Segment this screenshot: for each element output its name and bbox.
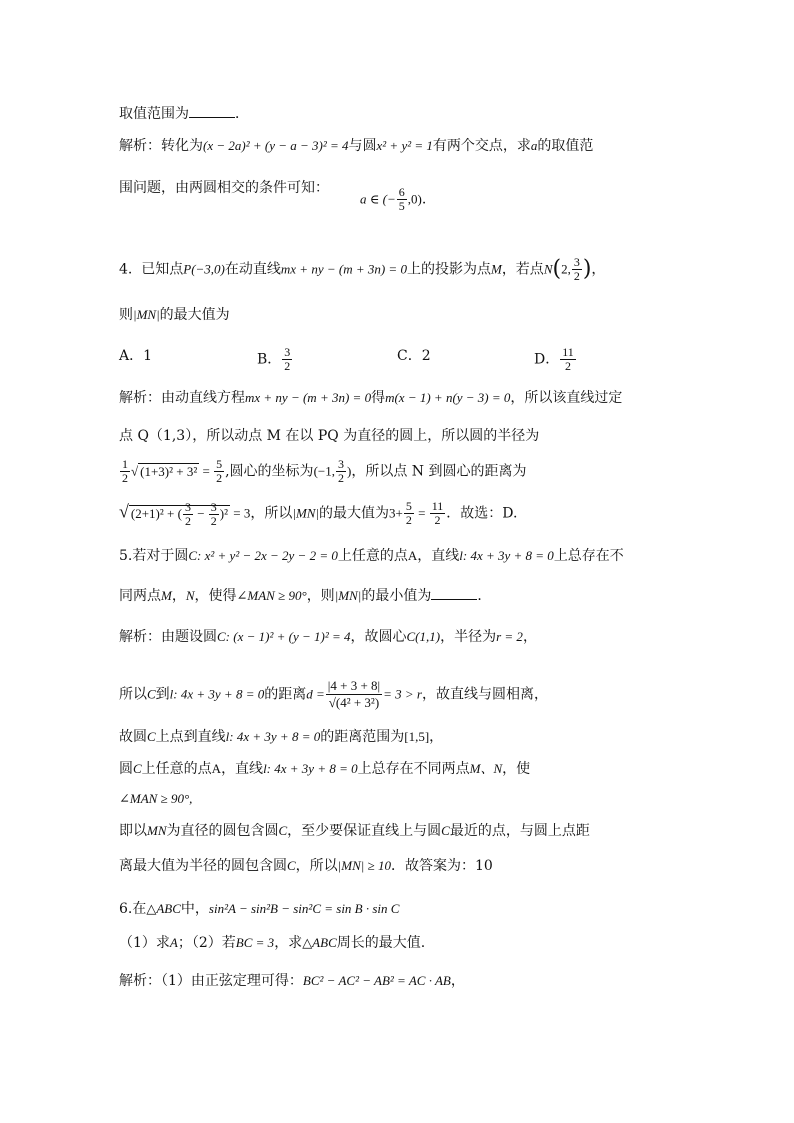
text: 解析：（1）由正弦定理可得：: [119, 973, 303, 989]
text: 的最大值为: [319, 505, 390, 522]
variable: C: [147, 729, 156, 744]
equation: d =: [306, 686, 325, 702]
equation: a ∈ (−: [360, 191, 396, 207]
equation: = 3 > r: [383, 686, 422, 702]
fraction: [336, 458, 346, 485]
variable: |MN|: [292, 505, 320, 521]
fraction: [183, 501, 193, 528]
text: 5.若对于圆: [119, 548, 189, 564]
text: 上点到直线: [155, 729, 226, 745]
variable: |MN|: [133, 307, 160, 322]
numerator: 11: [431, 499, 444, 513]
text: 离最大值为半径的圆包含圆: [119, 858, 287, 874]
solution-line: [119, 458, 526, 485]
equation: = 3: [230, 505, 251, 521]
fraction: [572, 256, 582, 283]
equation: x² + y² = 1: [376, 138, 433, 153]
text: ，则: [306, 588, 335, 604]
equation: ∠MAN ≥ 90°,: [119, 791, 193, 806]
text: 周长的最大值.: [336, 935, 426, 951]
option-c: [397, 346, 431, 366]
text: C．2: [397, 348, 431, 364]
text: 围问题，由两圆相交的条件可知：: [119, 180, 329, 196]
text: ，若点: [501, 261, 544, 278]
denominator: 2: [216, 471, 223, 485]
equation: 2,: [561, 261, 571, 277]
radicand: (1+3)² + 3²: [140, 463, 198, 479]
text: 的距离范围为: [320, 729, 405, 745]
text: ，: [429, 729, 444, 745]
text: 圆: [119, 761, 133, 777]
option-b: [257, 346, 293, 373]
text: 取值范围为: [119, 106, 189, 122]
question-number: 4.: [119, 261, 133, 278]
equation: P(−3,0): [183, 261, 225, 277]
text: ，至少要保证直线上与圆: [287, 823, 442, 839]
denominator: 2: [565, 359, 572, 373]
fraction: [120, 458, 130, 485]
denominator: 2: [573, 269, 580, 283]
radicand: [129, 500, 230, 529]
fraction: [560, 346, 576, 373]
equation: ∠MAN ≥ 90°: [236, 588, 307, 603]
equation: l: 4x + 3y + 8 = 0: [169, 686, 265, 702]
question-4-tail: [119, 305, 230, 325]
text: 6.在: [119, 901, 147, 917]
text: ,圆心的坐标为: [225, 463, 314, 480]
sqrt-sign: √: [131, 463, 139, 479]
variable: △ABC: [146, 901, 181, 916]
paren: (: [552, 256, 562, 282]
text: 即以: [119, 823, 147, 839]
text: 所以: [119, 686, 147, 703]
equation: [1,5]: [404, 729, 430, 744]
equation: =: [414, 505, 429, 521]
denominator: 2: [284, 359, 291, 373]
numerator: 1: [122, 457, 128, 471]
equation: C(1,1): [406, 629, 441, 644]
text: 与圆: [348, 138, 377, 154]
text: ，使: [502, 761, 531, 777]
text: .: [421, 191, 427, 208]
equation: M、N: [469, 761, 503, 776]
text: ，所以: [295, 858, 338, 874]
text: ，半径为: [440, 629, 497, 645]
text: 则: [119, 307, 133, 323]
variable: A: [169, 935, 178, 950]
numerator: 3: [573, 255, 580, 269]
equation: BC = 3: [235, 935, 275, 950]
variable: C: [147, 686, 156, 702]
text: ，直线: [221, 761, 264, 777]
sqrt-sign: √: [119, 501, 129, 522]
equation: 3+: [389, 505, 403, 521]
text: ，所以: [250, 505, 293, 522]
question-4: [119, 256, 605, 283]
variable: MN: [147, 823, 167, 838]
variable: C: [278, 823, 288, 838]
variable: △ABC: [302, 935, 337, 950]
variable: N: [185, 588, 195, 603]
equation: )²: [219, 505, 229, 521]
text: 已知点: [141, 261, 184, 278]
denominator: 2: [210, 514, 217, 529]
variable: C: [133, 761, 142, 776]
paren: ): [582, 256, 592, 282]
denominator: 2: [337, 471, 344, 485]
text: 最近的点，与圆上点距: [449, 823, 590, 839]
text: ，: [591, 261, 606, 278]
text: ．故答案为：10: [390, 858, 493, 874]
denominator: 5: [398, 199, 405, 213]
equation: l: 4x + 3y + 8 = 0: [225, 729, 321, 744]
text: 的最大值为: [159, 307, 230, 323]
text: ，: [171, 588, 186, 604]
numerator: 3: [337, 457, 344, 471]
question-5: [119, 546, 624, 566]
text: 上的投影为点: [406, 261, 491, 278]
equation: mx + ny − (m + 3n) = 0: [280, 261, 407, 277]
text: 上总存在不同两点: [357, 761, 470, 777]
fraction: [430, 500, 446, 527]
equation: (x − 2a)² + (y − a − 3)² = 4: [203, 138, 349, 153]
numerator: 11: [562, 345, 574, 359]
numerator: 3: [284, 345, 291, 359]
range-question-tail: [119, 104, 249, 124]
text: 解析：由题设圆: [119, 629, 217, 645]
question-5-tail: [119, 586, 491, 606]
solution-line: [119, 856, 493, 876]
solution-line: [119, 678, 548, 711]
numerator: 5: [216, 457, 223, 471]
text: B．: [257, 351, 282, 368]
text: ，求: [274, 935, 303, 951]
variable: M: [490, 261, 502, 277]
text: 点 Q（1,3），所以动点 M 在以 PQ 为直径的圆上，所以圆的半径为: [119, 428, 540, 444]
denominator: 2: [122, 471, 128, 485]
text: ，故直线与圆相离，: [422, 686, 548, 703]
text: ．故选：D.: [446, 505, 518, 522]
equation: BC² − AC² − AB² = AC · AB: [302, 973, 451, 988]
text: 的取值范: [537, 138, 594, 154]
numerator: |4 + 3 + 8|: [327, 678, 381, 693]
equation: (−1,: [313, 463, 335, 479]
variable: C: [441, 823, 450, 838]
solution-line: [119, 821, 590, 841]
text: 故圆: [119, 729, 147, 745]
text: 为直径的圆包含圆: [166, 823, 279, 839]
question-6-parts: [119, 933, 425, 953]
solution-line: [119, 136, 593, 156]
text: 同两点: [119, 588, 161, 604]
text: ，直线: [417, 548, 460, 564]
text: 在动直线: [224, 261, 281, 278]
text: 解析：转化为: [119, 138, 203, 154]
denominator: √(4² + 3²): [328, 695, 380, 710]
variable: |MN|: [334, 588, 362, 603]
text: ，使得: [194, 588, 237, 604]
solution-line: [119, 727, 443, 747]
equation: sin²A − sin²B − sin²C = sin B · sin C: [208, 901, 400, 916]
text: 中，: [180, 901, 209, 917]
text: ．: [235, 106, 249, 122]
equation: m(x − 1) + n(y − 3) = 0: [385, 390, 511, 405]
text: 解析：由动直线方程: [119, 390, 245, 406]
option-d: [534, 346, 577, 373]
solution-line: [119, 388, 622, 408]
numerator: 3: [210, 500, 217, 515]
equation: l: 4x + 3y + 8 = 0: [459, 548, 554, 563]
variable: M: [161, 588, 172, 603]
text: ，: [450, 973, 465, 989]
text: ；（2）若: [177, 935, 236, 951]
numerator: 6: [398, 185, 405, 199]
text: 有两个交点，求: [432, 138, 531, 154]
text: 上任意的点: [337, 548, 408, 564]
fraction: [397, 186, 407, 213]
numerator: 3: [184, 500, 191, 515]
equation: C: x² + y² − 2x − 2y − 2 = 0: [188, 548, 338, 563]
equation: ,0): [407, 191, 422, 207]
solution-line: [119, 789, 192, 809]
text: ．: [477, 588, 492, 604]
solution-line: [119, 178, 329, 198]
fraction: [326, 678, 382, 711]
denominator: 2: [184, 514, 191, 529]
text: 上任意的点: [141, 761, 212, 777]
equation: l: 4x + 3y + 8 = 0: [263, 761, 358, 776]
text: 得: [371, 390, 386, 406]
equation: (2+1)² + (: [130, 505, 182, 521]
fraction: [214, 458, 224, 485]
solution-result: [360, 186, 426, 213]
variable: N: [543, 261, 553, 277]
solution-line: [119, 426, 539, 446]
text: 上总存在不: [553, 548, 624, 564]
text: 到: [155, 686, 170, 703]
answer-blank: [431, 587, 477, 600]
denominator: 2: [405, 513, 412, 527]
question-6: [119, 899, 399, 919]
option-a: [119, 346, 152, 366]
equation: −: [193, 505, 208, 521]
equation: |MN| ≥ 10: [337, 858, 391, 873]
text: ，所以点 N 到圆心的距离为: [351, 463, 527, 480]
solution-line: [119, 500, 517, 528]
answer-blank: [189, 105, 235, 118]
equation: =: [199, 463, 214, 479]
text: 的距离: [264, 686, 307, 703]
equation: mx + ny − (m + 3n) = 0: [245, 390, 372, 405]
solution-line: [119, 627, 537, 647]
text: ，所以该直线过定: [510, 390, 623, 406]
text: ，: [522, 629, 537, 645]
fraction: [404, 500, 414, 527]
text: A．1: [119, 348, 153, 364]
equation: C: (x − 1)² + (y − 1)² = 4: [217, 629, 351, 644]
text: （1）求: [119, 935, 170, 951]
text: 的最小值为: [361, 588, 432, 604]
solution-line: [119, 759, 530, 779]
denominator: 2: [434, 513, 441, 527]
fraction: [282, 346, 292, 373]
variable: A: [211, 761, 222, 776]
fraction: [209, 501, 219, 528]
variable: C: [287, 858, 296, 873]
equation: r = 2: [496, 629, 523, 644]
variable: A: [407, 548, 418, 563]
variable: a: [530, 138, 538, 153]
numerator: 5: [405, 499, 412, 513]
text: ，故圆心: [350, 629, 407, 645]
solution-line: [119, 971, 465, 991]
text: D．: [534, 351, 560, 368]
equation: ): [346, 463, 352, 479]
